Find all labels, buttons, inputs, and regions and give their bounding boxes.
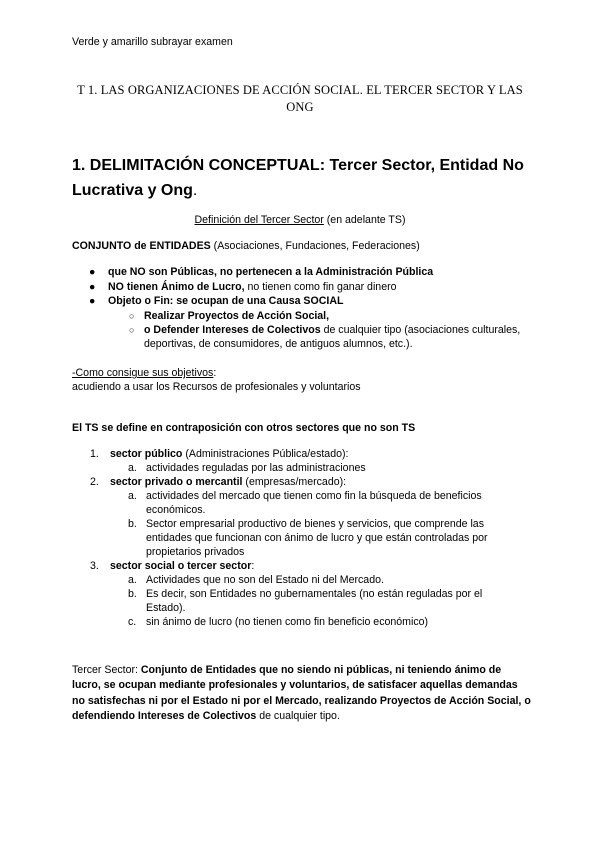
header-note: Verde y amarillo subrayar examen (72, 36, 233, 48)
conjunto-rest: (Asociaciones, Fundaciones, Federaciones) (210, 240, 420, 252)
bullet-bold: Objeto o Fin: se ocupan de una Causa SOCIAL (108, 295, 344, 308)
contrast-heading (72, 421, 532, 435)
subitem-text: actividades reguladas por las administraciones (146, 462, 366, 474)
sector-number: 1. (90, 448, 99, 460)
sector-name: sector privado o mercantil (110, 476, 243, 488)
bullet-circle-icon: ○ (129, 325, 135, 336)
subitem-text: Actividades que no son del Estado ni del Mercado. (146, 574, 384, 586)
sector-subitem (72, 573, 536, 587)
sectors-list (72, 447, 536, 629)
list-item (72, 265, 536, 280)
subitem-letter: a. (128, 462, 137, 474)
bullet-bold: que NO son Públicas, no pertenecen a la Administración Pública (108, 266, 434, 278)
sector-detail: (Administraciones Pública/estado): (182, 448, 349, 460)
subitem-letter: c. (128, 616, 137, 628)
objectives-colon: : (213, 367, 217, 379)
sector-name: sector social o tercer sector (110, 560, 252, 572)
sector-subitem (72, 587, 508, 615)
document-title: T 1. LAS ORGANIZACIONES DE ACCIÓN SOCIAL. EL TERCER SECTOR Y LAS ONG (77, 83, 523, 114)
sub-bullet-rest: de cualquier tipo (asociaciones culturales, deportivas, de consumidores, de antiguos alumnos, etc.). (144, 324, 521, 351)
sector-detail: : (251, 560, 255, 572)
subitem-letter: b. (128, 588, 137, 600)
objectives-block (72, 366, 532, 394)
section-heading (72, 153, 542, 203)
conjunto-line (72, 239, 532, 253)
summary-tail: de cualquier tipo. (256, 709, 340, 722)
bullet-bold: NO tienen Ánimo de Lucro, (108, 280, 245, 293)
contrast-heading-text: El TS se define en contraposición con otros sectores que no son TS (72, 422, 416, 434)
sector-detail: (empresas/mercado): (242, 476, 347, 488)
subitem-text: sin ánimo de lucro (no tienen como fin beneficio económico) (146, 616, 429, 628)
list-item (72, 294, 536, 309)
subitem-letter: a. (128, 490, 137, 502)
bullet-dot-icon: ● (89, 280, 96, 293)
subitem-letter: b. (128, 518, 137, 530)
section-heading-bold: 1. DELIMITACIÓN CONCEPTUAL: Tercer Sector, Entidad No Lucrativa y Ong (72, 157, 524, 199)
bullet-list (72, 265, 536, 351)
sub-list-item (72, 323, 562, 351)
sector-item (72, 559, 536, 573)
bullet-rest: no tienen como fin ganar dinero (244, 280, 397, 293)
definition-suffix: (en adelante TS) (323, 214, 406, 226)
list-item (72, 280, 536, 295)
sector-item (72, 475, 536, 489)
sector-subitem (72, 489, 506, 517)
summary-paragraph (72, 663, 532, 724)
definition-label: Definición del Tercer Sector (194, 214, 324, 226)
sub-bullet-bold: Realizar Proyectos de Acción Social, (144, 309, 330, 322)
subitem-text: Sector empresarial productivo de bienes y servicios, que comprende las entidades que funcionan con ánimo de lucro y que están controladas por propietarios privados (146, 518, 488, 558)
section-heading-tail: . (192, 182, 198, 199)
subitem-letter: a. (128, 574, 137, 586)
conjunto-bold: CONJUNTO de ENTIDADES (72, 240, 211, 252)
sector-subitem (72, 517, 508, 559)
summary-bold: Conjunto de Entidades que no siendo ni públicas, ni teniendo ánimo de lucro, se ocupan mediante profesionales y voluntarios, de satisfacer aquellas demandas no satisfechas ni por el Estado ni por el Mercado, realizando Proyectos de Acción Social, o defendiendo Intereses de Colectivos (72, 664, 531, 722)
objectives-text: acudiendo a usar los Recursos de profesionales y voluntarios (72, 381, 361, 393)
objectives-label-line (72, 366, 532, 380)
subitem-text: actividades del mercado que tienen como fin la búsqueda de beneficios económicos. (146, 490, 482, 516)
objectives-label: -Como consigue sus objetivos (72, 367, 214, 379)
sector-item (72, 447, 536, 461)
sector-number: 3. (90, 560, 99, 572)
sector-name: sector público (110, 448, 183, 460)
sub-bullet-bold: o Defender Intereses de Colectivos (144, 324, 321, 337)
definition-line (72, 213, 528, 227)
subitem-text: Es decir, son Entidades no gubernamentales (no están reguladas por el Estado). (146, 588, 483, 614)
sub-list-item (72, 309, 536, 324)
bullet-dot-icon: ● (89, 266, 96, 278)
sector-subitem (72, 615, 536, 629)
summary-label: Tercer Sector: (72, 664, 141, 676)
bullet-dot-icon: ● (89, 295, 96, 308)
bullet-circle-icon: ○ (129, 310, 135, 321)
sector-number: 2. (90, 476, 99, 488)
sector-subitem (72, 461, 536, 475)
